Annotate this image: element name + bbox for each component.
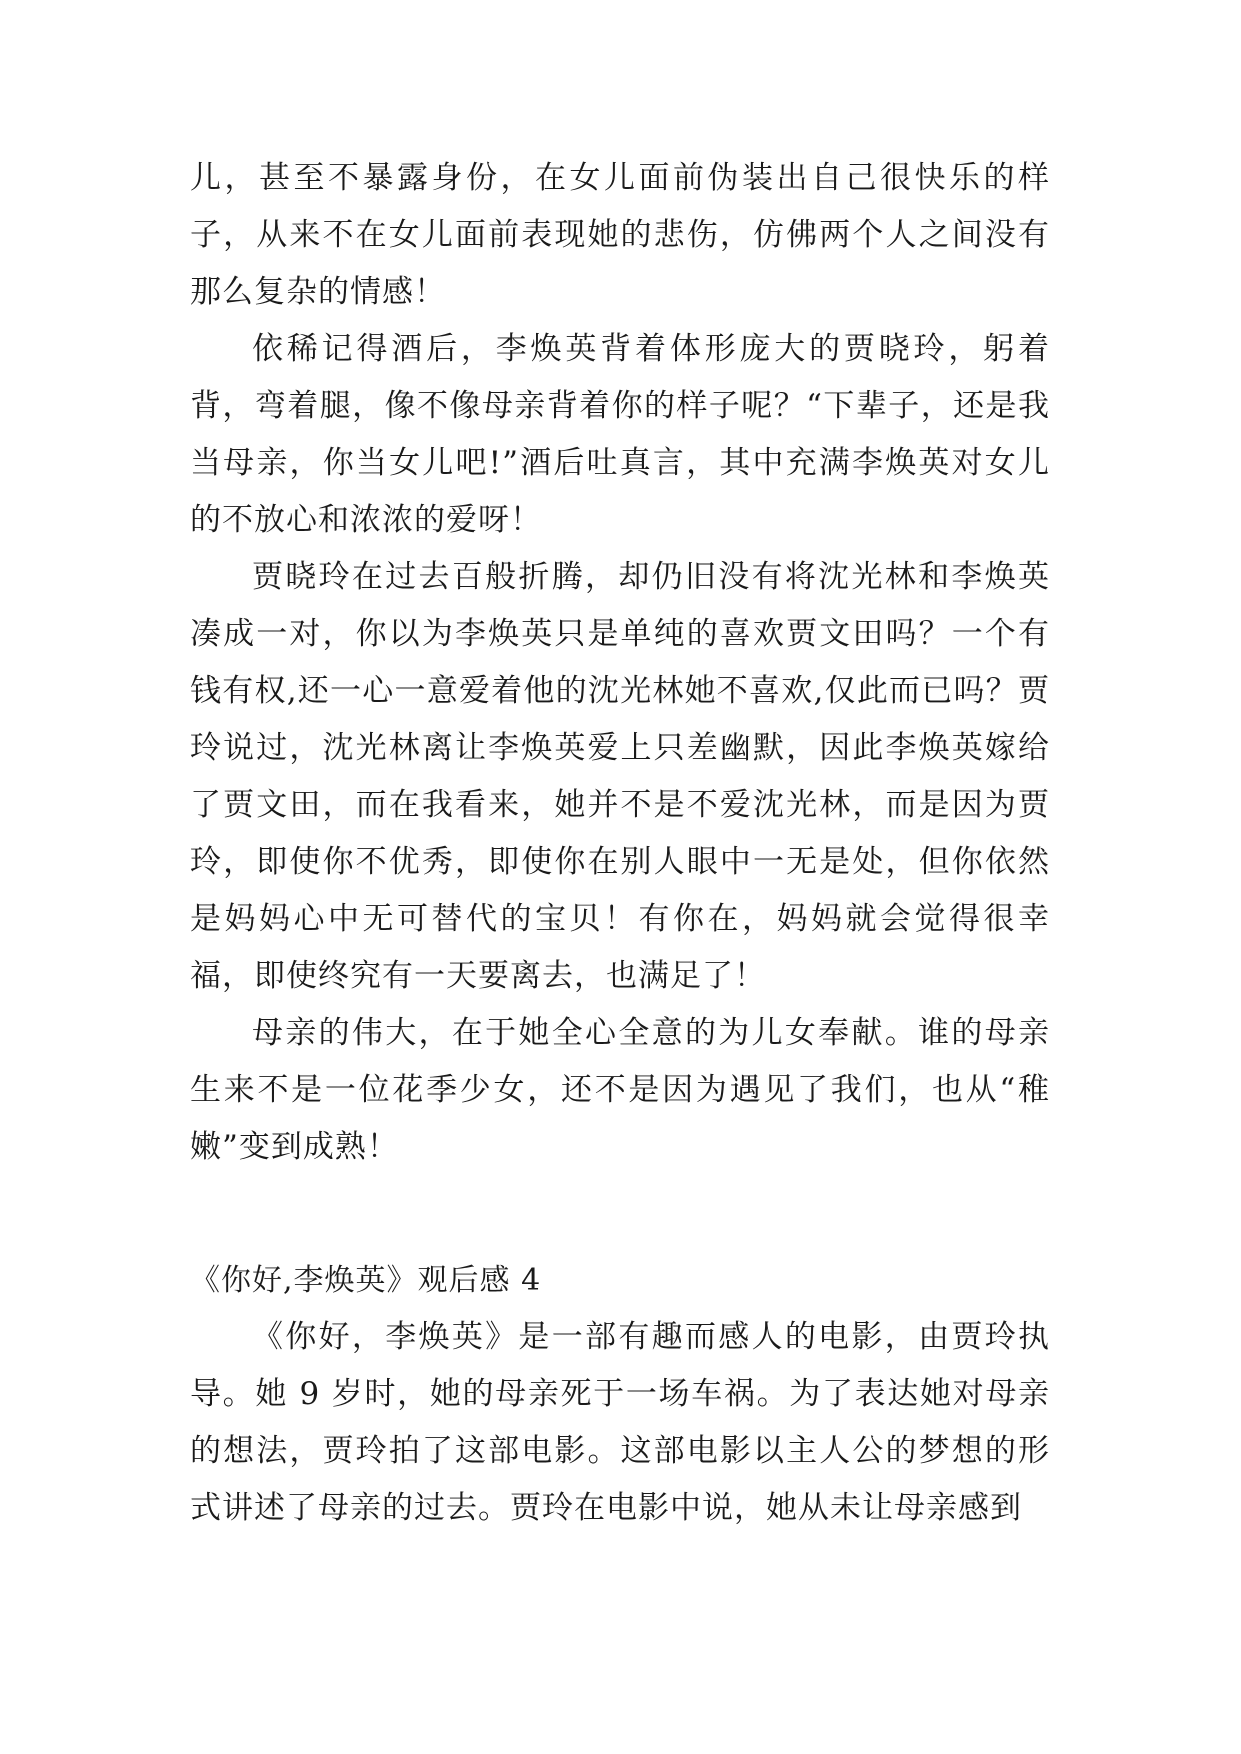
paragraph-2: 依稀记得酒后，李焕英背着体形庞大的贾晓玲，躬着背，弯着腿，像不像母亲背着你的样子呢？“下辈子，还是我当母亲，你当女儿吧!”酒后吐真言，其中充满李焕英对女儿的不放心和浓浓的爱呀！ [190,331,1050,538]
document-body [190,150,1050,1537]
paragraph-4: 母亲的伟大，在于她全心全意的为儿女奉献。谁的母亲生来不是一位花季少女，还不是因为遇见了我们，也从“稚嫩”变到成熟！ [190,1015,1050,1165]
section-spacer [190,1176,1050,1252]
section-heading: 《你好,李焕英》观后感 4 [190,1263,542,1298]
paragraph-1: 儿，甚至不暴露身份，在女儿面前伪装出自己很快乐的样子，从来不在女儿面前表现她的悲伤，仿佛两个人之间没有那么复杂的情感！ [190,160,1050,310]
paragraph-5: 《你好，李焕英》是一部有趣而感人的电影，由贾玲执导。她 9 岁时，她的母亲死于一场车祸。为了表达她对母亲的想法，贾玲拍了这部电影。这部电影以主人公的梦想的形式讲述了母亲的过去。贾玲在电影中说，她从未让母亲感到 [190,1319,1050,1526]
paragraph-3: 贾晓玲在过去百般折腾，却仍旧没有将沈光林和李焕英凑成一对，你以为李焕英只是单纯的喜欢贾文田吗？一个有钱有权,还一心一意爱着他的沈光林她不喜欢,仅此而已吗？贾玲说过，沈光林离让李焕英爱上只差幽默，因此李焕英嫁给了贾文田，而在我看来，她并不是不爱沈光林，而是因为贾玲，即使你不优秀，即使你在别人眼中一无是处，但你依然是妈妈心中无可替代的宝贝！有你在，妈妈就会觉得很幸福，即使终究有一天要离去，也满足了！ [190,559,1050,994]
